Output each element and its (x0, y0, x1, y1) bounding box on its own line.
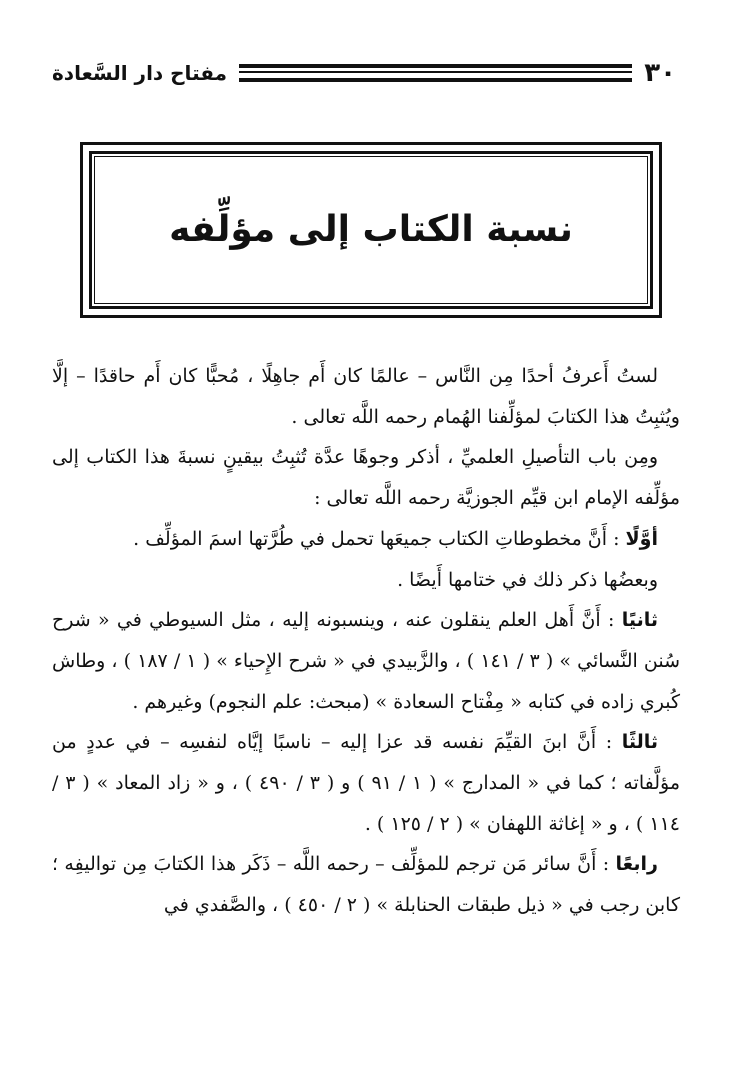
paragraph-first (52, 519, 680, 560)
paragraph-third (52, 722, 680, 844)
paragraph-fourth (52, 844, 680, 925)
chapter-title-frame (80, 142, 662, 318)
point-text-third: : أَنَّ ابنَ القيِّمَ نفسه قد عزا إليه – ناسبًا إيَّاه لنفسِه – في عددٍ من مؤلَّفاته ؛ كما في « المدارج » ( ١ / ٩١ ) و ( ٣ / ٤٩٠ ) ، و « زاد المعاد » ( ٣ / ١١٤ ) ، و « إغاثة اللهفان » ( ٢ / ١٢٥ ) . (52, 731, 681, 835)
chapter-title-inner-frame (89, 151, 653, 309)
body-text (52, 356, 680, 926)
point-label-fourth: رابعًا (615, 853, 658, 876)
page-number: ٣٠ (644, 58, 676, 88)
header-rule (239, 64, 632, 82)
point-text-second: : أَنَّ أَهل العلم ينقلون عنه ، وينسبونه إليه ، مثل السيوطي في « شرح سُنن النَّسائي » ( ٣ / ١٤١ ) ، والزَّبيدي في « شرح الإِحياء » ( ١ / ١٨٧ ) ، وطاش كُبري زاده في كتابه « مِفْتاح السعادة » (مبحث: علم النجوم) وغيرهم . (52, 609, 680, 713)
paragraph-second (52, 600, 680, 722)
running-header (52, 56, 676, 90)
point-text-first: : أَنَّ مخطوطاتِ الكتاب جميعَها تحمل في طُرَّتها اسمَ المؤلِّف . (133, 527, 626, 550)
paragraph-intro: لستُ أَعرفُ أحدًا مِن النَّاس – عالمًا كان أَم جاهِلًا ، مُحبًّا كان أَم حاقدًا – إلَّا ويُثبِتُ هذا الكتابَ لمؤلِّفنا الهُمام رحمه اللَّه تعالى . (52, 365, 680, 428)
point-label-first: أوَّلًا (625, 527, 658, 550)
point-label-third: ثالثًا (621, 731, 658, 754)
running-book-title: مفتاح دار السَّعادة (52, 61, 228, 85)
point-label-second: ثانيًا (621, 609, 658, 632)
point-text-fourth: : أَنَّ سائر مَن ترجم للمؤلِّف – رحمه اللَّه – ذَكَر هذا الكتابَ مِن تواليفِه ؛ كابن رجب في « ذيل طبقات الحنابلة » ( ٢ / ٤٥٠ ) ، والصَّفدي في (52, 853, 680, 917)
paragraph-method: ومِن باب التأصيلِ العلميِّ ، أذكر وجوهًا عدَّة تُثبِتُ بيقينٍ نسبةَ هذا الكتاب إلى مؤلِّفه الإمام ابن قيِّم الجوزيَّة رحمه اللَّه تعالى : (52, 446, 680, 510)
chapter-title: نسبة الكتاب إلى مؤلِّفه (169, 209, 573, 250)
paragraph-first-note: وبعضُها ذكر ذلك في ختامها أَيضًا . (397, 568, 658, 591)
